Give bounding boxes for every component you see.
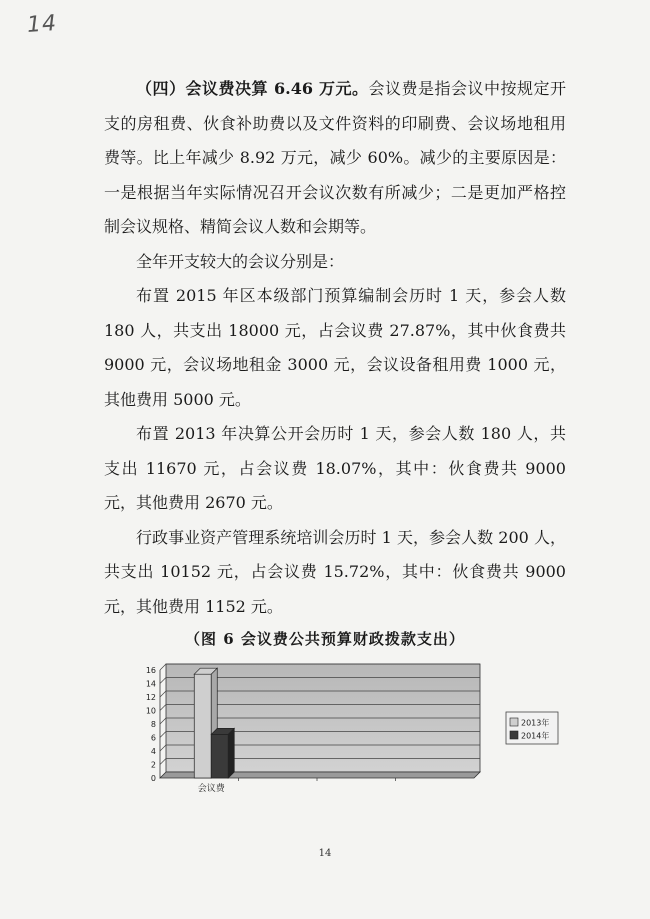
legend-label: 2013年 (521, 718, 550, 728)
paragraph-summary-text: 会议费是指会议中按规定开支的房租费、伙食补助费以及文件资料的印刷费、会议场地租用费等。比上年减少 8.92 万元，减少 60%。减少的主要原因是：一是根据当年实际情况召开会议次数有所减少；二是更加严格控制会议规格、精简会议人数和会期等。 (104, 79, 566, 236)
y-tick-label: 10 (145, 706, 156, 716)
y-tick-label: 2 (150, 760, 156, 770)
page-number: 14 (318, 848, 332, 859)
bar-2014年 (211, 728, 234, 778)
legend-swatch (510, 731, 518, 739)
y-tick-label: 8 (150, 720, 156, 729)
y-tick-label: 0 (150, 774, 156, 783)
y-tick-label: 4 (150, 747, 156, 756)
paragraph-intro: 全年开支较大的会议分别是： (136, 251, 345, 271)
legend-label: 2014年 (521, 731, 550, 741)
y-tick-label: 6 (150, 733, 156, 743)
legend-swatch (510, 718, 518, 726)
y-tick-label: 12 (145, 693, 156, 702)
body-text (104, 72, 566, 624)
chart-title: （图 6 会议费公共预算财政拨款支出） (185, 630, 465, 648)
paragraph-summary (104, 72, 566, 245)
chart (142, 662, 572, 802)
paragraph-meeting-3: 行政事业资产管理系统培训会历时 1 天，参会人数 200 人，共支出 10152 元，占会议费 15.72%，其中：伙食费共 9000 元，其他费用 1152 元。 (104, 527, 566, 616)
handwritten-page-mark: 14 (26, 10, 58, 39)
bar-chart-svg (142, 662, 572, 802)
paragraph-meeting-2: 布置 2013 年决算公开会历时 1 天，参会人数 180 人，共支出 11670 元，占会议费 18.07%，其中：伙食费共 9000 元，其他费用 2670 元。 (104, 424, 566, 512)
section-heading: （四）会议费决算 6.46 万元。 (136, 79, 369, 98)
x-tick-label: 会议费 (197, 784, 225, 794)
y-tick-label: 14 (145, 679, 156, 689)
paragraph-meeting-1: 布置 2015 年区本级部门预算编制会历时 1 天，参会人数 180 人，共支出 18000 元，占会议费 27.87%，其中伙食费共 9000 元，会议场地租金 3000 元，会议设备租用费 1000 元，其他费用 5000 元。 (104, 286, 566, 409)
y-tick-label: 16 (145, 666, 156, 675)
